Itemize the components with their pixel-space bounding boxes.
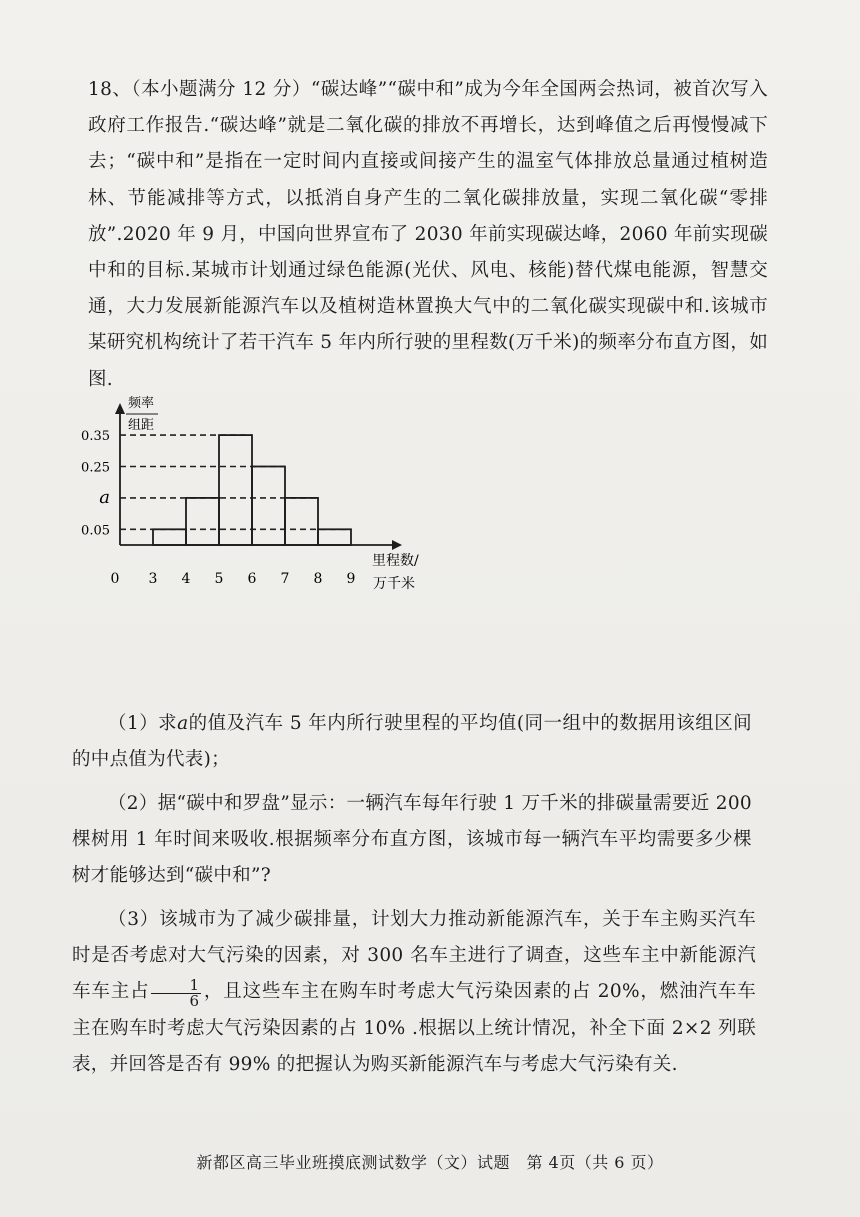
q2-text: （2）据“碳中和罗盘”显示：一辆汽车每年行驶 1 万千米的排碳量需要近 200 棵树用 1 年时间来吸收.根据频率分布直方图，该城市每一辆汽车平均需要多少棵树才能够达到“碳中和”?	[72, 793, 752, 887]
question-2	[72, 786, 752, 895]
y-tick-label: 0.35	[81, 429, 110, 445]
problem-number: 18、	[88, 79, 132, 100]
question-3	[72, 902, 756, 1083]
histogram-bar	[252, 467, 285, 546]
x-tick-label: 6	[247, 571, 257, 587]
y-tick-label: a	[99, 486, 110, 508]
x-tick-label: 9	[346, 571, 356, 587]
q3-fraction	[151, 975, 201, 1010]
histogram-bar	[318, 529, 351, 545]
x-axis-label-bottom: 万千米	[373, 576, 415, 592]
q3-part2: ，且这些车主在购车时考虑大气污染因素的占 20%，燃油汽车车主在购车时考虑大气污染因素的占 10% .根据以上统计情况，补全下面 2×2 列联表，并回答是否有 99% 的把握认为购买新能源汽车与考虑大气污染有关.	[72, 981, 756, 1075]
x-axis-label-top: 里程数/	[372, 553, 419, 569]
histogram-bar	[153, 529, 186, 545]
q1-prefix: （1）求	[108, 713, 178, 734]
q3-fraction-numerator: 1	[151, 978, 201, 994]
question-1	[72, 706, 752, 778]
x-tick-label: 5	[214, 571, 224, 587]
y-tick-label: 0.25	[81, 460, 110, 476]
x-axis-arrow-icon	[392, 540, 402, 550]
q1-variable: a	[177, 713, 189, 734]
q3-fraction-denominator: 6	[189, 991, 200, 1010]
histogram-figure	[80, 395, 440, 605]
y-axis-arrow-icon	[115, 403, 125, 414]
problem-18	[88, 72, 768, 398]
q3-part1: （3）该城市为了减少碳排量，计划大力推动新能源汽车，关于车主购买汽车时是否考虑对大气污染的因素，对 300 名车主进行了调查，这些车主中新能源汽车车主占	[72, 909, 756, 1003]
x-tick-label: 7	[280, 571, 290, 587]
y-axis-label-top: 频率	[128, 396, 155, 411]
x-tick-label: 4	[181, 571, 191, 587]
y-tick-label: 0.05	[81, 523, 110, 539]
histogram-bar	[186, 498, 219, 545]
problem-text: “碳达峰”“碳中和”成为今年全国两会热词，被首次写入政府工作报告.“碳达峰”就是二氧化碳的排放不再增长，达到峰值之后再慢慢减下去；“碳中和”是指在一定时间内直接或间接产生的温室气体排放总量通过植树造林、节能减排等方式，以抵消自身产生的二氧化碳排放量，实现二氧化碳“零排放”.2020 年 9 月，中国向世界宣布了 2030 年前实现碳达峰，2060 年前实现碳中和的目标.某城市计划通过绿色能源(光伏、风电、核能)替代煤电能源，智慧交通，大力发展新能源汽车以及植树造林置换大气中的二氧化碳实现碳中和.该城市某研究机构统计了若干汽车 5 年内所行驶的里程数(万千米)的频率分布直方图，如图.	[88, 79, 768, 390]
page-footer: 新都区高三毕业班摸底测试数学（文）试题 第 4页（共 6 页）	[196, 1153, 664, 1172]
frequency-histogram	[80, 395, 440, 605]
q1-rest: 的值及汽车 5 年内所行驶里程的平均值(同一组中的数据用该组区间的中点值为代表)；	[72, 713, 752, 771]
problem-score-note: （本小题满分 12 分）	[131, 79, 311, 100]
x-tick-label: 3	[148, 571, 158, 587]
histogram-bar	[285, 498, 318, 545]
x-tick-label: 0	[110, 571, 120, 587]
y-axis-label-bottom: 组距	[128, 418, 155, 433]
x-tick-label: 8	[313, 571, 323, 587]
